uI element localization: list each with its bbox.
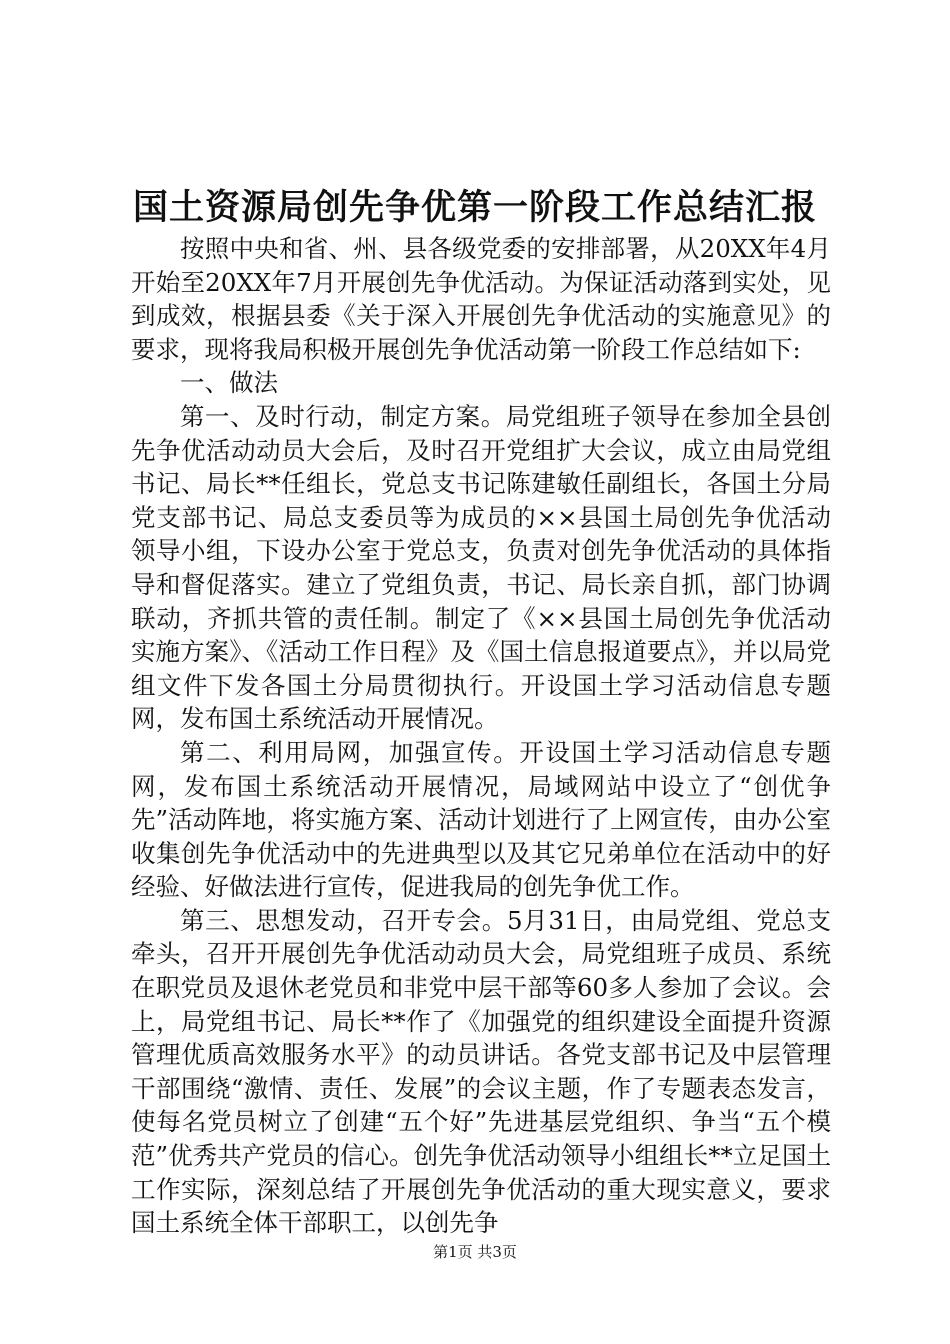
page-footer: 第1页 共3页 <box>433 1243 517 1261</box>
intro-paragraph: 按照中央和省、州、县各级党委的安排部署，从20XX年4月开始至20XX年7月开展创先争优活动。为保证活动落到实处，见到成效，根据县委《关于深入开展创先争优活动的实施意见》的要求，现将我局积极开展创先争优活动第一阶段工作总结如下: <box>131 234 831 364</box>
section-heading: 一、做法 <box>180 368 278 398</box>
body-paragraph: 第一、及时行动，制定方案。局党组班子领导在参加全县创先争优活动动员大会后，及时召开党组扩大会议，成立由局党组书记、局长**任组长，党总支书记陈建敏任副组长，各国土分局党支部书记、局总支委员等为成员的××县国土局创先争优活动领导小组，下设办公室于党总支，负责对创先争优活动的具体指导和督促落实。建立了党组负责，书记、局长亲自抓，部门协调联动，齐抓共管的责任制。制定了《××县国土局创先争优活动实施方案》、《活动工作日程》及《国土信息报道要点》，并以局党组文件下发各国土分局贯彻执行。开设国土学习活动信息专题网，发布国土系统活动开展情况。 <box>131 401 831 734</box>
body-paragraph: 第三、思想发动，召开专会。5月31日，由局党组、党总支牵头，召开开展创先争优活动动员大会，局党组班子成员、系统在职党员及退休老党员和非党中层干部等60多人参加了会议。会上，局党组书记、局长**作了《加强党的组织建设全面提升资源管理优质高效服务水平》的动员讲话。各党支部书记及中层管理干部围绕“激情、责任、发展”的会议主题，作了专题表态发言，使每名党员树立了创建“五个好”先进基层党组织、争当“五个模范”优秀共产党员的信心。创先争优活动领导小组组长**立足国土工作实际，深刻总结了开展创先争优活动的重大现实意义，要求国土系统全体干部职工，以创先争 <box>131 905 831 1238</box>
document-body <box>131 232 831 1240</box>
body-paragraph: 第二、利用局网，加强宣传。开设国土学习活动信息专题网，发布国土系统活动开展情况，局域网站中设立了“创优争先”活动阵地，将实施方案、活动计划进行了上网宣传，由办公室收集创先争优活动中的先进典型以及其它兄弟单位在活动中的好经验、好做法进行宣传，促进我局的创先争优工作。 <box>131 737 831 902</box>
document-title: 国土资源局创先争优第一阶段工作总结汇报 <box>132 187 817 228</box>
